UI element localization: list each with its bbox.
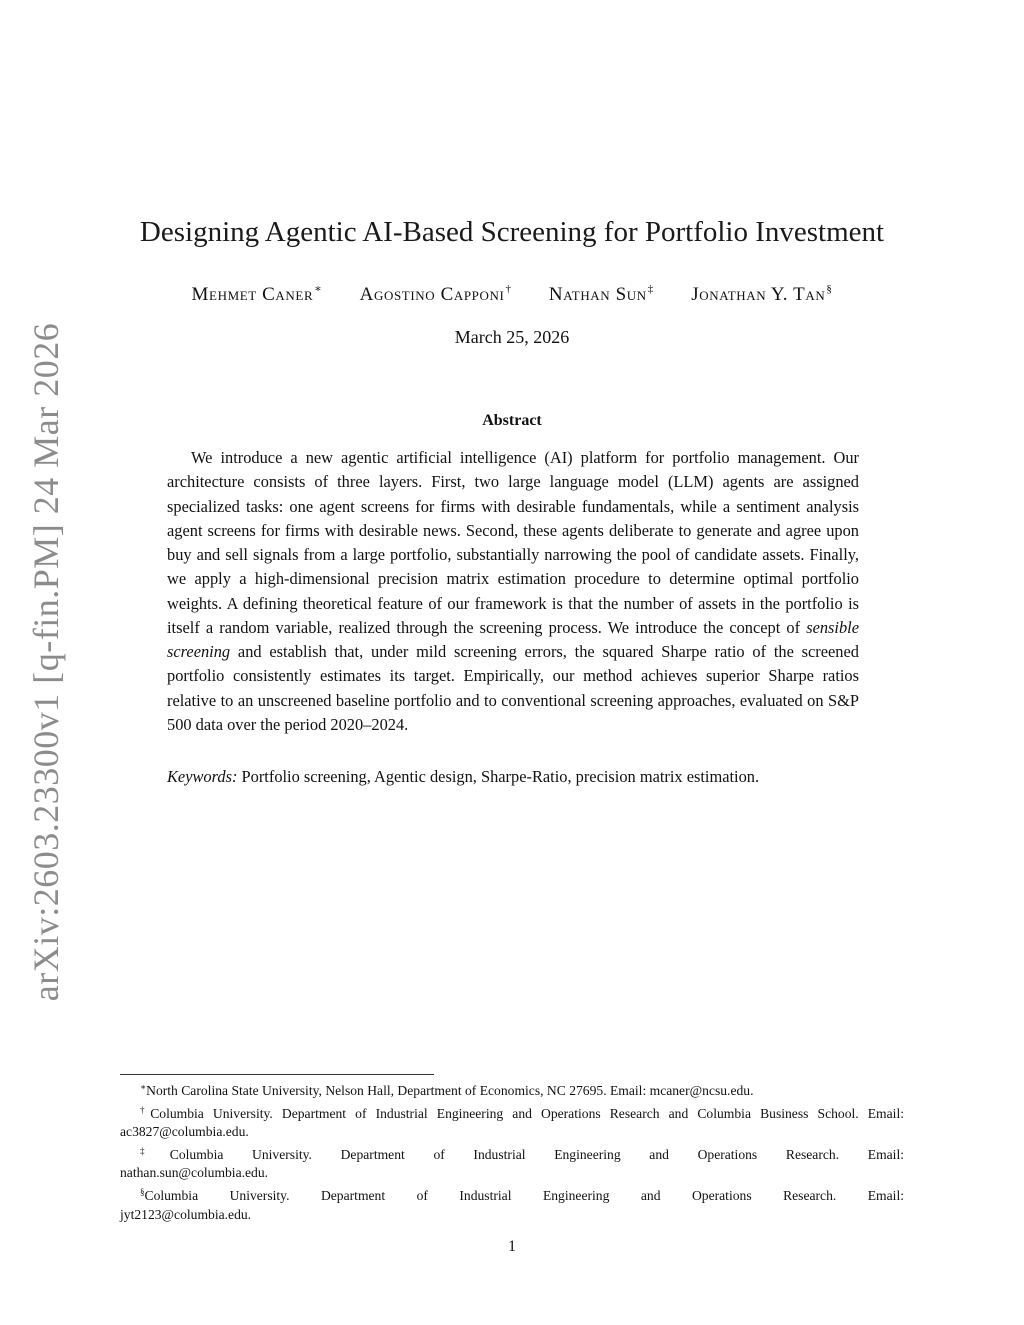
footnote-mark: §: [140, 1186, 145, 1197]
footnotes: [120, 1078, 904, 1224]
abstract-heading: Abstract: [482, 412, 542, 429]
author-name: Mehmet Caner: [191, 284, 314, 305]
footnote-sun: [120, 1142, 904, 1165]
author-name: Nathan Sun: [548, 284, 647, 305]
author-tan: [691, 283, 832, 306]
arxiv-identifier-stamp: arXiv:2603.23300v1 [q-fin.PM] 24 Mar 2026: [26, 322, 66, 1002]
author-caner: [192, 282, 323, 306]
abstract-text-part-1: We introduce a new agentic artificial intelligence (AI) platform for portfolio management. Our architecture consists of three layers. First, two large language model (LLM) agents are assigned specialized tasks: one agent screens for firms with desirable fundamentals, while a sentiment analysis agent screens for firms with desirable news. Second, these agents deliberate to generate and agree upon buy and sell signals from a large portfolio, substantially narrowing the pool of candidate assets. Finally, we apply a high-dimensional precision matrix estimation procedure to determine optimal portfolio weights. A defining theoretical feature of our framework is that the number of assets in the portfolio is itself a random variable, realized through the screening process. We introduce the concept of: [167, 448, 859, 637]
footnote-mark: ∗: [140, 1082, 147, 1092]
footnote-capponi: [120, 1101, 904, 1142]
keywords-text: Portfolio screening, Agentic design, Sharpe-Ratio, precision matrix estimation.: [241, 767, 760, 786]
abstract-emphasis: sensible screening: [167, 617, 859, 661]
footnote-divider: [120, 1074, 434, 1075]
abstract-text: [167, 446, 859, 737]
footnote-text: North Carolina State University, Nelson Hall, Department of Economics, NC 27695. Email: mcaner@ncsu.edu.: [146, 1083, 754, 1098]
footnote-mark: ‡: [140, 1145, 170, 1156]
abstract-text-part-2: and establish that, under mild screening errors, the squared Sharpe ratio of the screened portfolio consistently estimates its target. Empirically, our method achieves superior Sharpe ratios relative to an unscreened baseline portfolio and to conventional screening approaches, evaluated on S&P 500 data over the period 2020–2024.: [167, 642, 859, 734]
page-number: 1: [508, 1238, 516, 1255]
footnote-caner: [120, 1078, 904, 1101]
author-footnote-mark: †: [505, 283, 512, 295]
author-footnote-mark: §: [826, 283, 833, 295]
paper-date: March 25, 2026: [454, 327, 570, 347]
footnote-tan-email: jyt2123@columbia.edu.: [120, 1206, 252, 1222]
footnote-text: Columbia University. Department of Industrial Engineering and Operations Research and Columbia Business School. Email: ac3827@columbia.edu.: [120, 1105, 904, 1140]
author-capponi: [360, 283, 512, 306]
footnote-tan: [120, 1183, 904, 1206]
keywords-label: Keywords:: [167, 767, 238, 786]
author-list: [0, 282, 1024, 306]
footnote-sun-email: nathan.sun@columbia.edu.: [120, 1165, 269, 1181]
author-name: Agostino Capponi: [359, 284, 505, 305]
footnote-text: Columbia University. Department of Industrial Engineering and Operations Research. Email:: [169, 1146, 905, 1162]
author-footnote-mark: ‡: [647, 283, 654, 295]
keywords-line: [167, 765, 859, 789]
footnote-mark: †: [140, 1104, 151, 1115]
paper-title: Designing Agentic AI-Based Screening for Portfolio Investment: [139, 216, 885, 248]
author-footnote-mark: ∗: [314, 283, 323, 295]
footnote-text: Columbia University. Department of Industrial Engineering and Operations Research. Email:: [144, 1187, 904, 1203]
author-sun: [549, 283, 654, 306]
author-name: Jonathan Y. Tan: [691, 284, 826, 305]
